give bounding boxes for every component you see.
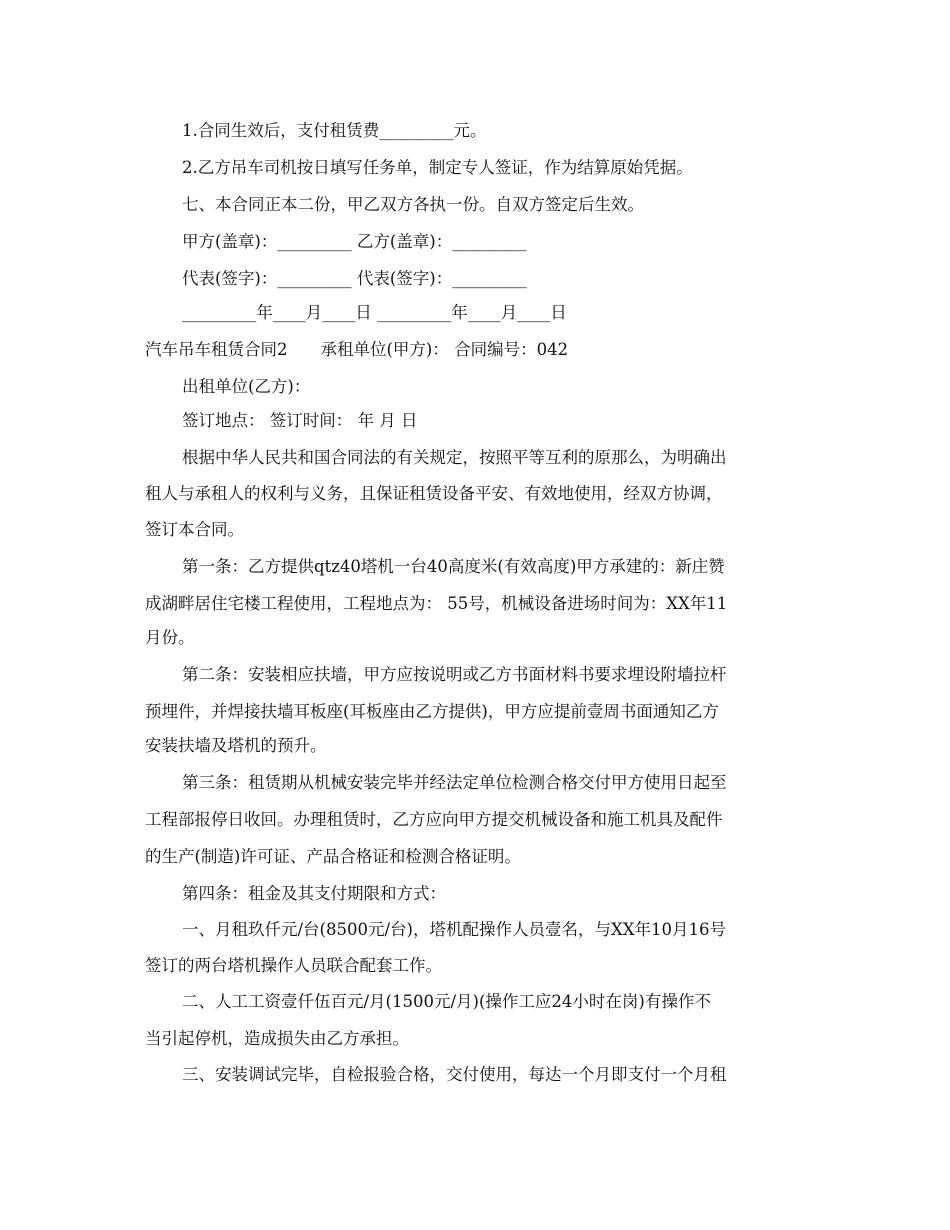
text-line: 1.合同生效后，支付租赁费_________元。 xyxy=(182,121,487,140)
text-line: 汽车吊车租赁合同2 承租单位(甲方)： 合同编号：042 xyxy=(145,340,569,359)
text-line: 二、人工工资壹仟伍百元/月(1500元/月)(操作工应24小时在岗)有操作不 xyxy=(182,992,711,1011)
text-line: 签订本合同。 xyxy=(145,520,244,539)
text-line: 第一条：乙方提供qtz40塔机一台40高度米(有效高度)甲方承建的：新庄赞 xyxy=(182,557,725,576)
text-line: 根据中华人民共和国合同法的有关规定，按照平等互利的原那么，为明确出 xyxy=(182,448,727,467)
text-line: 当引起停机，造成损失由乙方承担。 xyxy=(145,1029,409,1048)
text-line: 签订的两台塔机操作人员联合配套工作。 xyxy=(145,956,442,975)
text-line: 成湖畔居住宅楼工程使用，工程地点为： 55号，机械设备进场时间为：XX年11 xyxy=(145,594,728,613)
text-line: 甲方(盖章)：_________ 乙方(盖章)：_________ xyxy=(182,232,527,251)
text-line: 七、本合同正本二份，甲乙双方各执一份。自双方签定后生效。 xyxy=(182,195,644,214)
text-line: 预埋件，并焊接扶墙耳板座(耳板座由乙方提供)，甲方应提前壹周书面通知乙方 xyxy=(145,702,719,721)
text-line: 代表(签字)：_________ 代表(签字)：_________ xyxy=(182,269,527,288)
text-line: 签订地点： 签订时间： 年 月 日 xyxy=(182,411,418,430)
text-line: 第二条：安装相应扶墙，甲方应按说明或乙方书面材料书要求埋设附墙拉杆 xyxy=(182,665,727,684)
text-line: 租人与承租人的权利与义务，且保证租赁设备平安、有效地使用，经双方协调， xyxy=(145,484,723,503)
text-line: 三、安装调试完毕，自检报验合格，交付使用，每达一个月即支付一个月租 xyxy=(182,1065,727,1084)
text-line: 的生产(制造)许可证、产品合格证和检测合格证明。 xyxy=(145,847,521,866)
text-line: _________年____月____日 _________年____月____日 xyxy=(182,303,567,322)
text-line: 2.乙方吊车司机按日填写任务单，制定专人签证，作为结算原始凭据。 xyxy=(182,158,693,177)
text-line: 工程部报停日收回。办理租赁时，乙方应向甲方提交机械设备和施工机具及配件 xyxy=(145,810,723,829)
text-line: 第四条：租金及其支付期限和方式： xyxy=(182,884,446,903)
text-line: 一、月租玖仟元/台(8500元/台)，塔机配操作人员壹名，与XX年10月16号 xyxy=(182,920,726,939)
text-line: 第三条：租赁期从机械安装完毕并经法定单位检测合格交付甲方使用日起至 xyxy=(182,773,727,792)
text-line: 安装扶墙及塔机的预升。 xyxy=(145,736,327,755)
text-line: 月份。 xyxy=(145,628,195,647)
text-line: 出租单位(乙方)： xyxy=(182,377,311,396)
